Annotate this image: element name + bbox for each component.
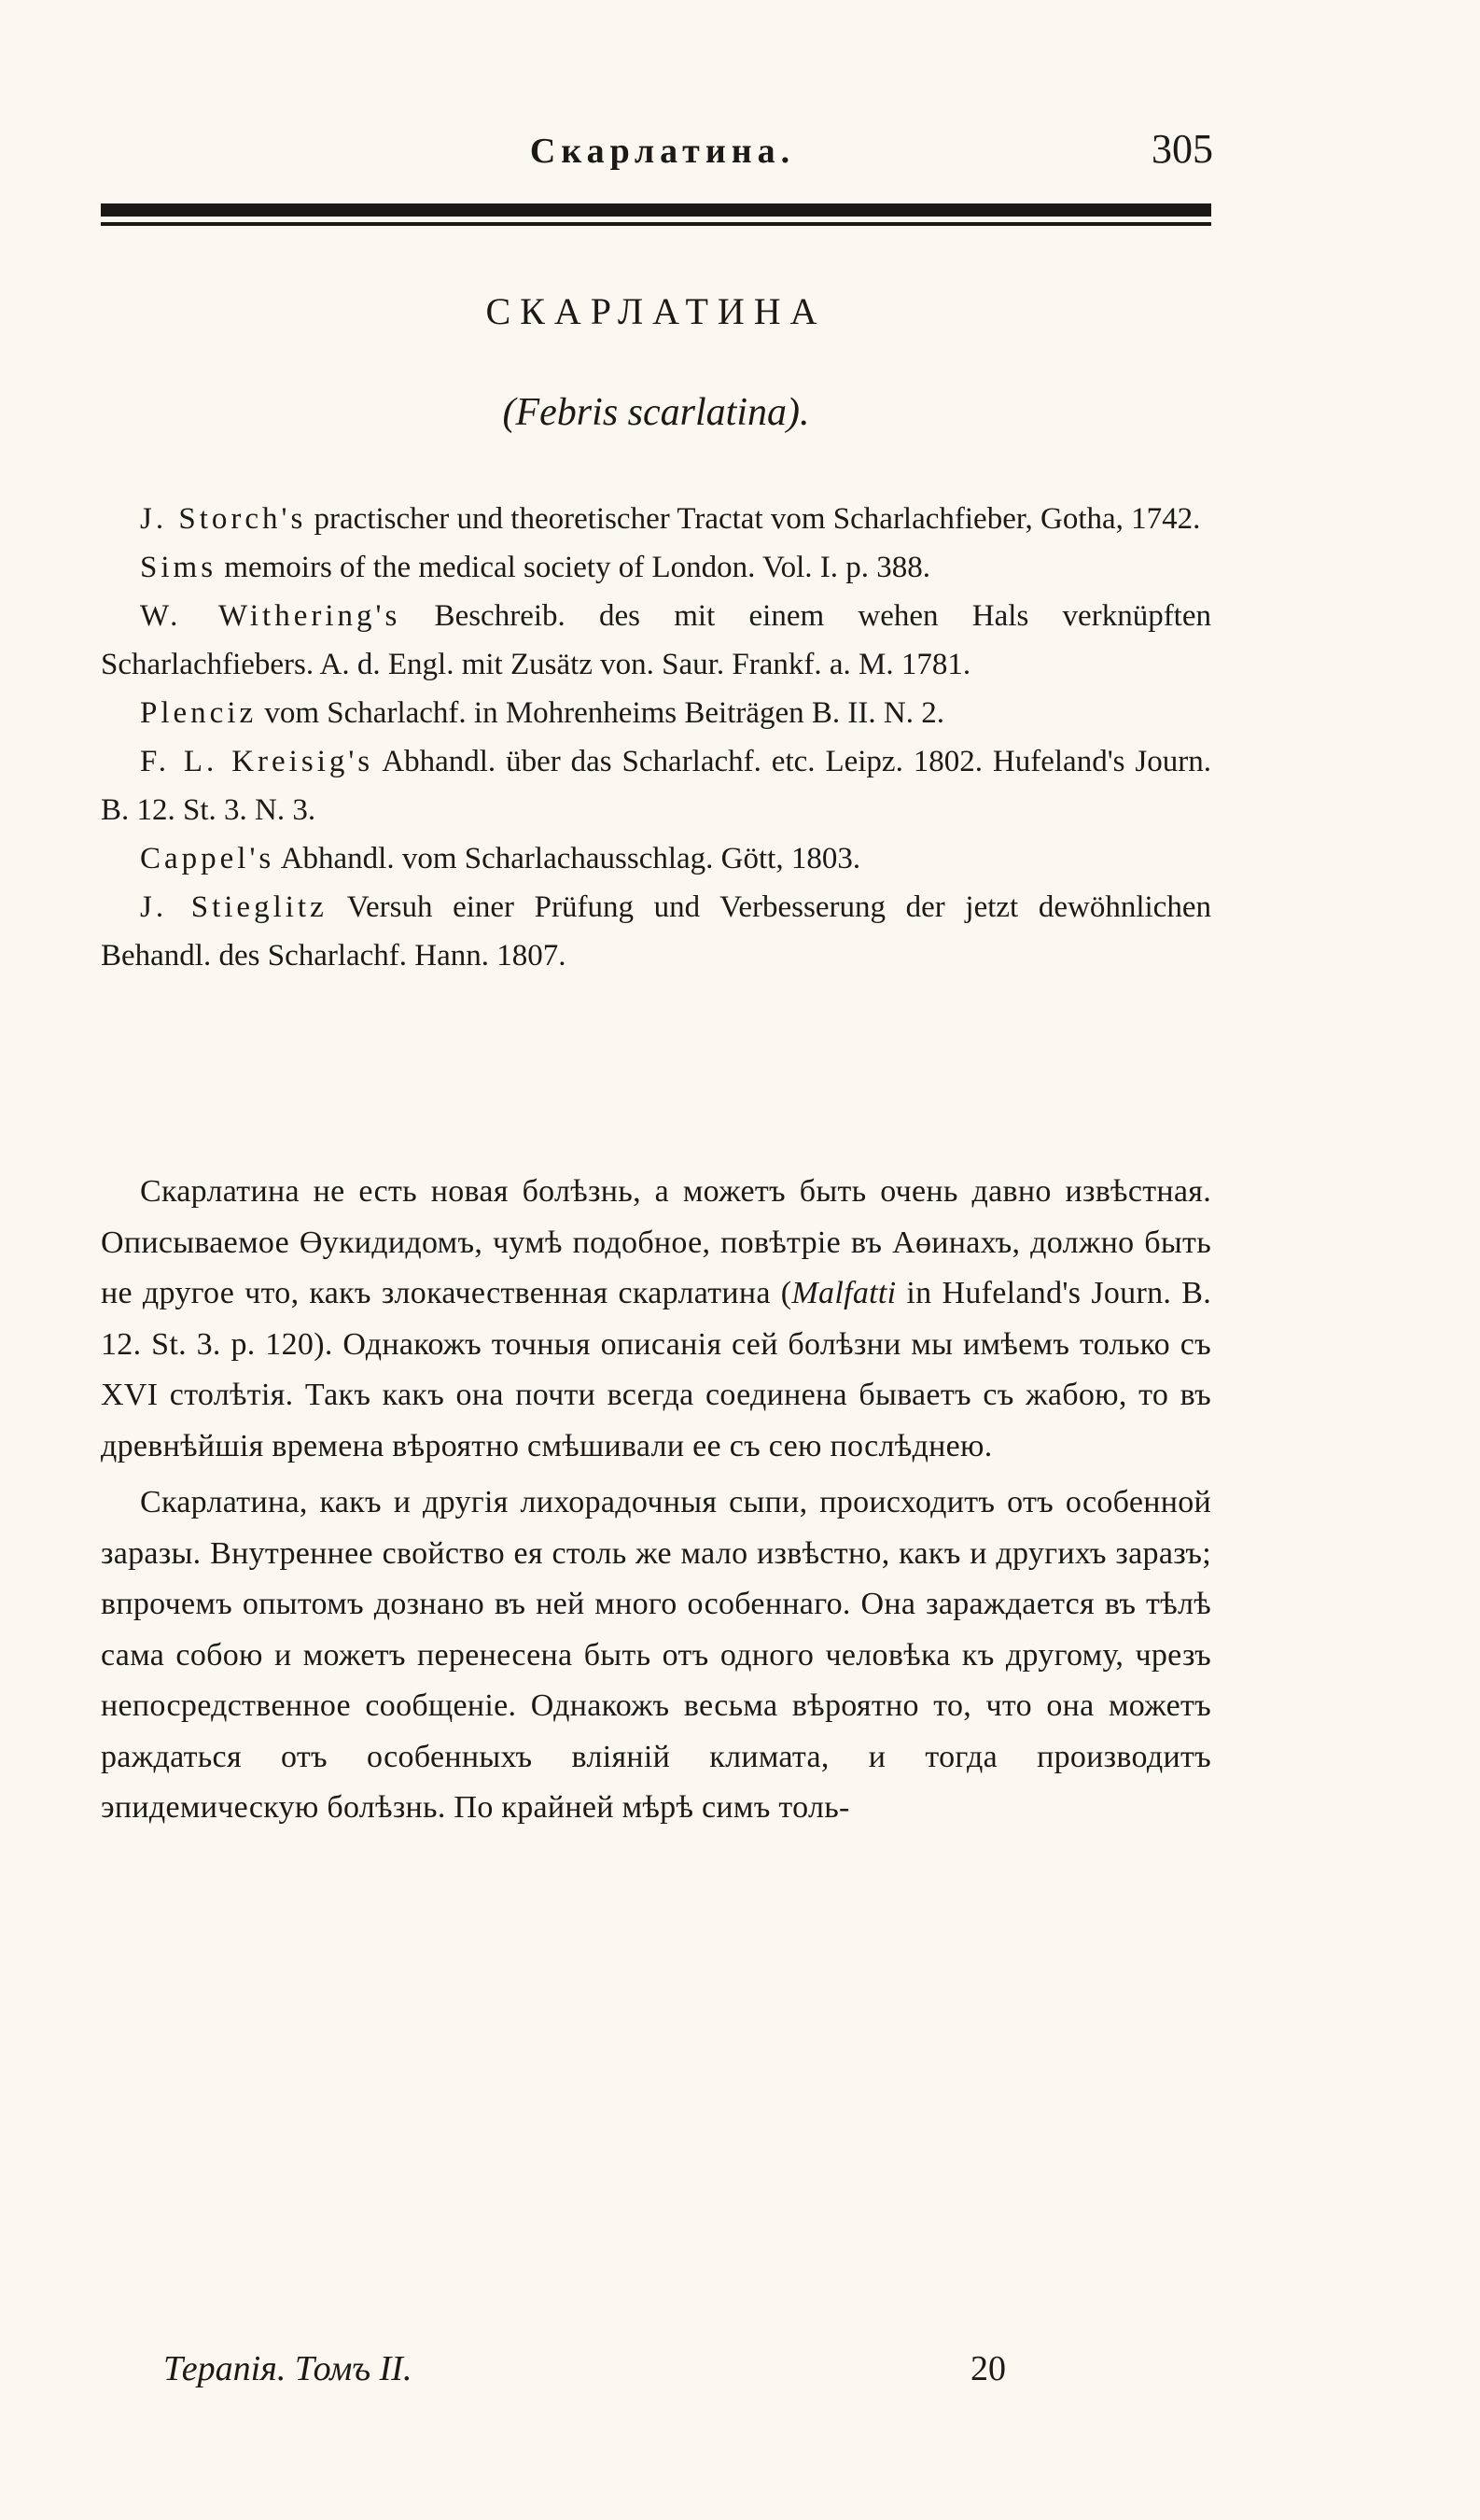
header-rule xyxy=(101,203,1211,230)
paragraph-italic-author: Malfatti xyxy=(791,1276,897,1310)
reference-item xyxy=(101,543,1211,592)
reference-author: F. L. Kreisig's xyxy=(140,745,374,778)
reference-item xyxy=(101,737,1211,834)
reference-author: W. Withering's xyxy=(140,599,401,633)
body-paragraph xyxy=(101,1167,1211,1472)
footer-sheet-number: 20 xyxy=(970,2349,1006,2388)
reference-item xyxy=(101,883,1211,980)
header-rule-thin xyxy=(101,222,1211,226)
reference-item xyxy=(101,592,1211,689)
header-rule-thick xyxy=(101,203,1211,217)
reference-text: memoirs of the medical society of London. Vol. I. p. 388. xyxy=(216,551,931,584)
reference-item xyxy=(101,495,1211,543)
body-text xyxy=(101,1167,1211,1840)
reference-text: Abhandl. über das Scharlachf. etc. Leipz. 1802. Hufeland's Journ. B. 12. St. 3. N. 3. xyxy=(101,745,1211,827)
reference-text: practischer und theoretischer Tractat vom Scharlachfieber, Gotha, 1742. xyxy=(306,502,1201,536)
body-paragraph xyxy=(101,1477,1211,1834)
reference-author: J. Storch's xyxy=(140,502,307,536)
paragraph-text-cont: in Hufeland's Journ. B. 12. St. 3. p. 120). Однакожъ точныя описанія сей болѣзни мы имѣемъ только съ XVI столѣтія. Такъ какъ она почти всегда соединена бываетъ съ жабою, то въ древнѣйшія времена вѣроятно смѣшивали ее съ сею послѣднею. xyxy=(101,1276,1211,1463)
reference-author: Cappel's xyxy=(140,842,275,875)
reference-author: Sims xyxy=(140,551,217,584)
chapter-title: СКАРЛАТИНА xyxy=(485,290,827,332)
reference-text: Beschreib. des mit einem wehen Hals verknüpften Scharlachfiebers. A. d. Engl. mit Zusätz von. Saur. Frankf. a. M. 1781. xyxy=(101,599,1211,681)
chapter-subtitle: (Febris scarlatina). xyxy=(502,391,810,434)
footer-signature: Терапія. Томъ II. xyxy=(163,2349,412,2388)
reference-text: Versuh einer Prüfung und Verbesserung der jetzt dewöhnlichen Behandl. des Scharlachf. Hann. 1807. xyxy=(101,890,1211,973)
paragraph-text: Скарлатина, какъ и другія лихорадочныя сыпи, происходитъ отъ особенной заразы. Внутреннее свойство ея столь же мало извѣстно, какъ и другихъ заразъ; впрочемъ опытомъ дознано въ ней много особеннаго. Она зараждается въ тѣлѣ сама собою и можетъ перенесена быть отъ одного человѣка къ другому, чрезъ непосредственное сообщеніе. Однакожъ весьма вѣроятно то, что она можетъ раждаться отъ особенныхъ вліяній климата, и тогда производитъ эпидемическую болѣзнь. По крайней мѣрѣ симъ толь- xyxy=(101,1485,1211,1825)
references-list xyxy=(101,495,1211,980)
reference-author: J. Stieglitz xyxy=(140,890,328,924)
reference-item xyxy=(101,689,1211,737)
running-head: Скарлатина. xyxy=(529,132,796,171)
page-number: 305 xyxy=(1152,126,1213,172)
reference-item xyxy=(101,834,1211,883)
reference-text: Abhandl. vom Scharlachausschlag. Gött, 1803. xyxy=(274,842,861,875)
reference-author: Plenciz xyxy=(140,696,258,730)
reference-text: vom Scharlachf. in Mohrenheims Beiträgen B. II. N. 2. xyxy=(257,696,944,730)
paragraph-text: Скарлатина не есть новая болѣзнь, а можетъ быть очень давно извѣстная. Описываемое Өукидидомъ, чумѣ подобное, повѣтріе въ Аөинахъ, должно быть не другое что, какъ злокачественная скарлатина ( xyxy=(101,1174,1211,1310)
